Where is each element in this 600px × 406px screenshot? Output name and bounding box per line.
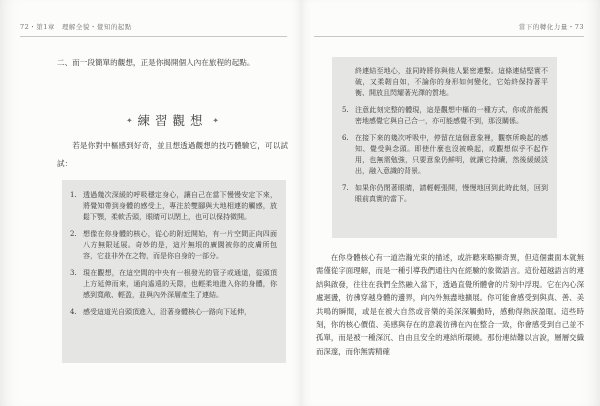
- item-number: 4.: [70, 308, 77, 316]
- item-text: 想像在你身體的核心，從心的附近開始，有一片空間正向四面八方無限延展。奇妙的是，這片無垠的廣闊被你的皮膚所包容，它並非外在之物，而是你自身的一部分。: [83, 230, 277, 260]
- item-text: 如果你仍閉著眼睛，請輕輕張開，慢慢地回到此時此刻，回到眼前真實的當下。: [355, 184, 548, 203]
- intro-paragraph: 二、而一段簡單的觀想，正是你揭開個人內在旅程的起點。: [57, 58, 255, 67]
- list-item-1: [69, 190, 277, 223]
- item-number: 6.: [342, 134, 349, 142]
- practice-box-left: [62, 180, 286, 363]
- lead-paragraph: 若是你對中樞感到好奇，並且想透過觀想的技巧體驗它，可以試試：: [57, 141, 288, 168]
- ornament-icon-left: ✦: [126, 116, 133, 125]
- list-item-4: [69, 307, 277, 318]
- item-text: 現在觀想，在這空間的中央有一根發光的管子或通道，從頭頂上方延伸而來，通向遙遠的天際，也輕柔地進入你的身體，你感到寬敞、輕盈，並與內外深層產生了連結。: [83, 269, 277, 299]
- item-number: 3.: [70, 269, 77, 277]
- closing-paragraph: 在你身體核心有一道浩瀚光束的描述，或許聽來略顯奇異，但這個畫面本就無需僅從字面理解，而是一種引導我們通往內在經驗的象徵語言。這份超越語言的連結與啟發，往往在我們全然融入當下，透過直覺所體會的片刻中浮現。它在內心深處迴盪，彷彿穿越身體的邊界，向內外無盡地擴展。你可能會感受到與真、善、美共鳴的瞬間，或是在被大自然或音樂的美深深觸動時，感動得熱淚盈眶。這些時刻，你的核心價值、美感與存在的意義彷彿在內在整合一致，你會感受到自己並不孤單，而是被一種深沉、自由且安全的連結所環繞。那份連結難以言說，層層交織而深邃，而你無需精確: [316, 253, 584, 356]
- item-text: 感受這道光自頭頂進入，沿著身體核心一路向下延伸，: [83, 308, 251, 316]
- list-item-6: [341, 133, 548, 177]
- section-heading-row: [57, 110, 288, 129]
- practice-box-right: [332, 57, 557, 238]
- item-text: 在接下來的幾次呼吸中，停留在這個意象裡，觀察所喚起的感知、覺受與念頭。即使什麼也沒被喚起，或觀想似乎不起作用，也無需勉強，只要意象仍鮮明，就讓它持續，然後緩緩淡出，融入意識的背景。: [355, 134, 548, 175]
- list-item-2: [69, 229, 277, 262]
- list-item-7: [341, 183, 548, 205]
- item-number: 7.: [342, 184, 349, 192]
- item-text: 注意此刻完整的體現，這是觀想中樞的一種方式，你或許能親密地感覺它與自己合一，亦可能感覺不到，那沒關係。: [355, 106, 548, 125]
- item-text: 透過幾次深緩的呼吸穩定身心，讓自己在當下慢慢安定下來，將覺知帶到身體的感受上，專注於雙腳與大地相連的觸感，放鬆下顎，柔軟舌頭，眼睛可以閉上，也可以保持微開。: [83, 191, 277, 221]
- list-item-3: [69, 268, 277, 301]
- ornament-icon-right: ✦: [212, 116, 219, 125]
- running-head-left: 72・第1章 理解全貌・覺知的起點: [20, 23, 132, 31]
- running-head-right: 當下的轉化力量・73: [518, 23, 584, 31]
- item-number: 2.: [70, 230, 77, 238]
- running-head-rule-right: [314, 36, 584, 37]
- item-number: 5.: [342, 106, 349, 114]
- item-number: 1.: [70, 191, 77, 199]
- list-item-4-continuation: 終連結至地心，並同時將你與他人緊密連繫。這條連結堅實不破，又柔韌自如，不論你的身形如何變化，它始終保持著平衡、開放且閃耀著光澤的質地。: [355, 67, 548, 97]
- section-heading: 練習觀想: [137, 113, 208, 128]
- running-head-rule-left: [20, 36, 287, 37]
- list-item-5: [341, 105, 548, 127]
